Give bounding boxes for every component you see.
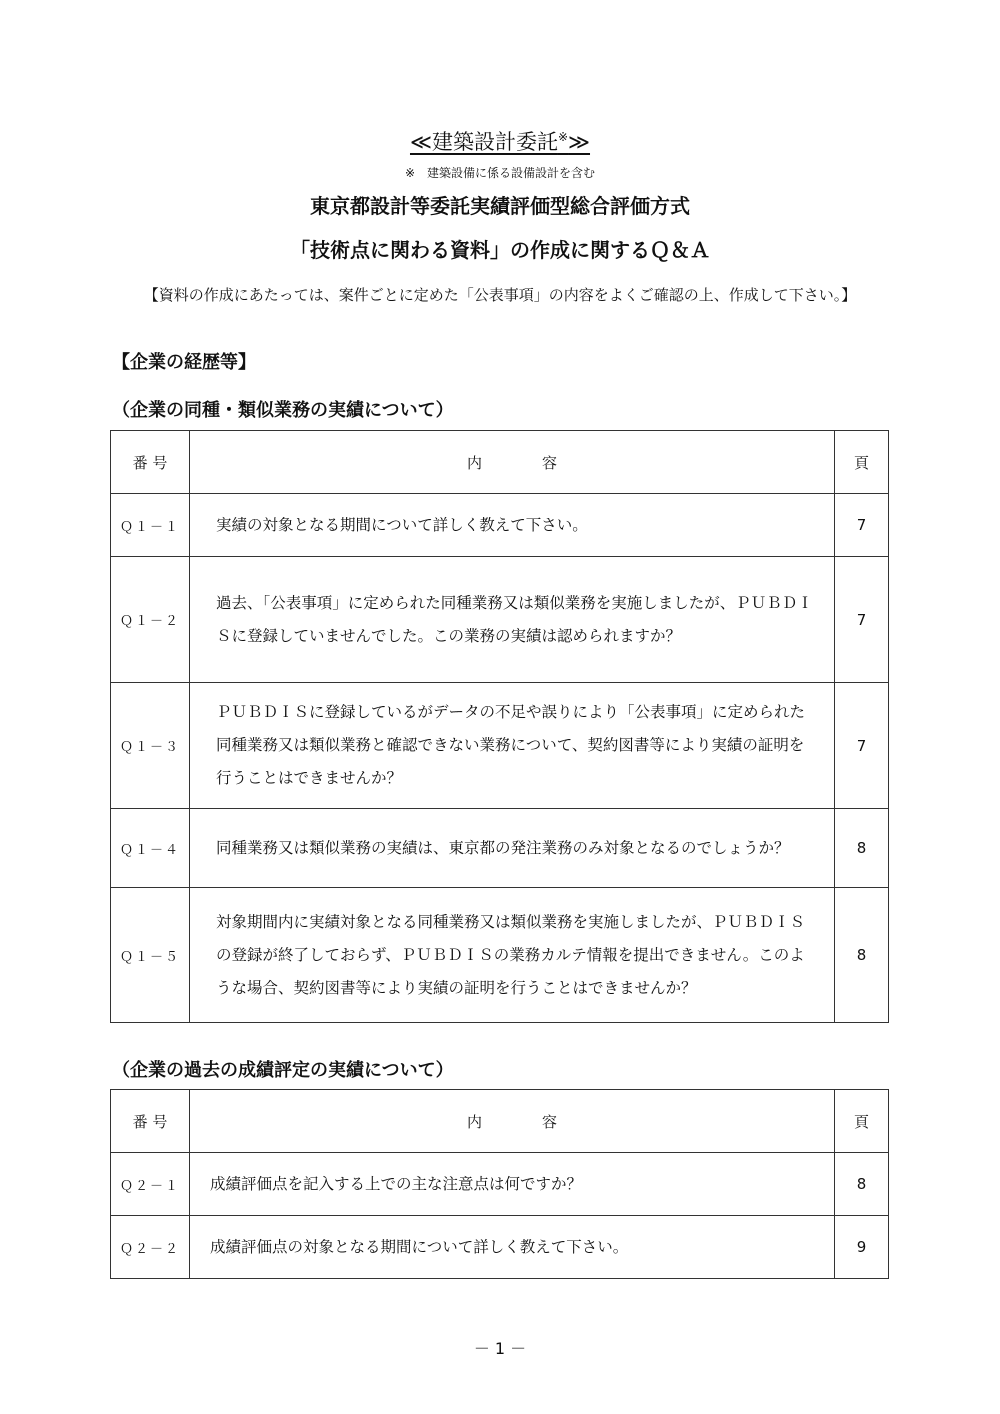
question-number: Ｑ１－２	[111, 557, 190, 683]
question-number: Ｑ１－４	[111, 809, 190, 888]
table-header-row	[111, 1090, 889, 1153]
question-page: 7	[835, 683, 889, 809]
document-type	[0, 126, 1000, 156]
question-number: Ｑ２－２	[111, 1216, 190, 1279]
document-note: ※ 建築設備に係る設備設計を含む	[404, 166, 596, 180]
table-row	[111, 888, 889, 1023]
qa-table-performance-rating	[110, 1089, 889, 1279]
header-page: 頁	[835, 431, 889, 494]
question-text: ＰＵＢＤＩＳに登録しているがデータの不足や誤りにより「公表事項」に定められた同種業務又は類似業務と確認できない業務について、契約図書等により実績の証明を行うことはできませんか？	[190, 683, 835, 809]
page-title: 東京都設計等委託実績評価型総合評価方式	[310, 194, 690, 218]
table-row	[111, 1153, 889, 1216]
question-page: 7	[835, 557, 889, 683]
question-text: 同種業務又は類似業務の実績は、東京都の発注業務のみ対象となるのでしょうか？	[190, 809, 835, 888]
header-content: 内 容	[190, 1090, 835, 1153]
question-page: 8	[835, 1153, 889, 1216]
question-text: 実績の対象となる期間について詳しく教えて下さい。	[190, 494, 835, 557]
question-page: 8	[835, 809, 889, 888]
question-number: Ｑ１－５	[111, 888, 190, 1023]
question-page: 9	[835, 1216, 889, 1279]
question-page: 8	[835, 888, 889, 1023]
table-row	[111, 1216, 889, 1279]
subsection-heading-similar-work: （企業の同種・類似業務の実績について）	[112, 400, 454, 421]
header-number: 番 号	[111, 431, 190, 494]
document-type-label: ≪建築設計委託	[409, 130, 558, 154]
qa-table-similar-work	[110, 430, 889, 1023]
header-number: 番 号	[111, 1090, 190, 1153]
page-number: － 1 －	[473, 1339, 527, 1358]
question-text: 対象期間内に実績対象となる同種業務又は類似業務を実施しましたが、ＰＵＢＤＩＳの登録が終了しておらず、ＰＵＢＤＩＳの業務カルテ情報を提出できません。このような場合、契約図書等により実績の証明を行うことはできませんか？	[190, 888, 835, 1023]
header-content: 内 容	[190, 431, 835, 494]
question-number: Ｑ２－１	[111, 1153, 190, 1216]
notice-text: 【資料の作成にあたっては、案件ごとに定めた「公表事項」の内容をよくご確認の上、作成して下さい。】	[143, 286, 857, 304]
question-text: 過去、「公表事項」に定められた同種業務又は類似業務を実施しましたが、ＰＵＢＤＩＳに登録していませんでした。この業務の実績は認められますか？	[190, 557, 835, 683]
table-header-row	[111, 431, 889, 494]
question-number: Ｑ１－１	[111, 494, 190, 557]
section-heading: 【企業の経歴等】	[112, 352, 256, 373]
header-page: 頁	[835, 1090, 889, 1153]
question-number: Ｑ１－３	[111, 683, 190, 809]
table-row	[111, 683, 889, 809]
subsection-heading-performance-rating: （企業の過去の成績評定の実績について）	[112, 1060, 454, 1081]
page-subtitle: 「技術点に関わる資料」の作成に関するＱ＆Ａ	[290, 238, 710, 262]
question-text: 成績評価点を記入する上での主な注意点は何ですか？	[190, 1153, 835, 1216]
document-type-close: ≫	[568, 130, 591, 154]
document-type-mark: ※	[557, 130, 569, 144]
table-row	[111, 557, 889, 683]
table-row	[111, 494, 889, 557]
table-row	[111, 809, 889, 888]
question-text: 成績評価点の対象となる期間について詳しく教えて下さい。	[190, 1216, 835, 1279]
question-page: 7	[835, 494, 889, 557]
